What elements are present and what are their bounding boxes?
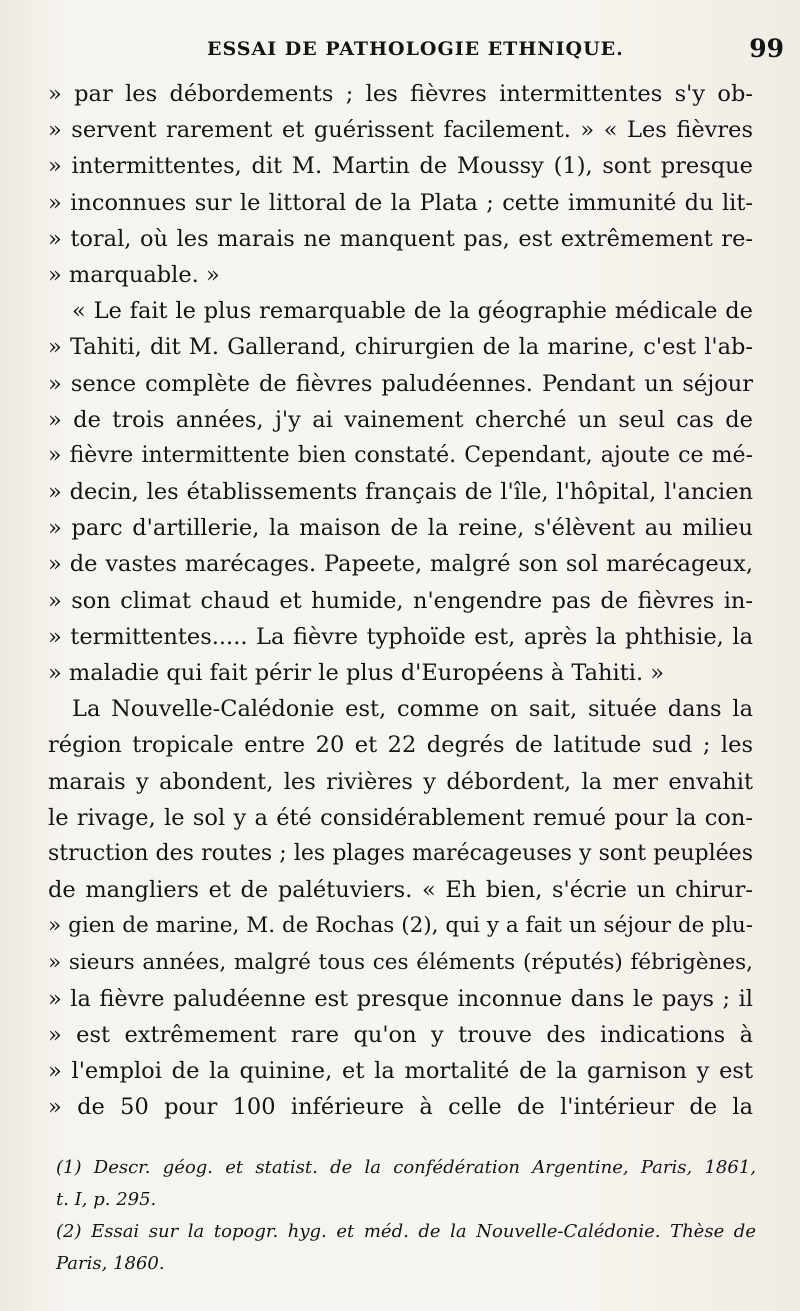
text-line: » toral, où les marais ne manquent pas, est extrêmement re- [48, 225, 753, 252]
text-line: » servent rarement et guérissent facilement. » « Les fièvres [48, 117, 753, 144]
text-line: » est extrêmement rare qu'on y trouve des indications à [48, 1021, 753, 1048]
text-line: » fièvre intermittente bien constaté. Cependant, ajoute ce mé- [48, 442, 753, 468]
footnote-line: (1) Descr. géog. et statist. de la confédération Argentine, Paris, 1861, [56, 1157, 756, 1178]
text-line: » decin, les établissements français de l'île, l'hôpital, l'ancien [48, 479, 753, 506]
text-line: » inconnues sur le littoral de la Plata ; cette immunité du lit- [48, 189, 753, 216]
text-line: » de trois années, j'y ai vainement cherché un seul cas de [48, 406, 753, 433]
body-text [48, 76, 753, 1125]
text-line: région tropicale entre 20 et 22 degrés de latitude sud ; les [48, 732, 753, 759]
text-line: » de vastes marécages. Papeete, malgré son sol marécageux, [48, 551, 753, 578]
text-line: » l'emploi de la quinine, et la mortalité de la garnison y est [48, 1058, 753, 1085]
page-header [52, 32, 784, 68]
text-line: » la fièvre paludéenne est presque inconnue dans le pays ; il [48, 985, 753, 1012]
text-line: La Nouvelle-Calédonie est, comme on sait, située dans la [72, 696, 753, 723]
text-line: » de 50 pour 100 inférieure à celle de l'intérieur de la [48, 1094, 753, 1121]
page-number: 99 [749, 34, 784, 63]
running-title: ESSAI DE PATHOLOGIE ETHNIQUE. [207, 38, 624, 60]
text-line: marais y abondent, les rivières y débordent, la mer envahit [48, 768, 753, 795]
footnote-line: t. I, p. 295. [56, 1189, 157, 1210]
text-line: struction des routes ; les plages marécageuses y sont peuplées [48, 840, 753, 866]
text-line: » parc d'artillerie, la maison de la reine, s'élèvent au milieu [48, 515, 753, 542]
text-line: le rivage, le sol y a été considérablement remué pour la con- [48, 804, 753, 831]
text-line: » marquable. » [48, 261, 220, 288]
footnote-line: Paris, 1860. [56, 1253, 165, 1274]
text-line: » sieurs années, malgré tous ces éléments (réputés) fébrigènes, [48, 949, 753, 975]
footnote-line: (2) Essai sur la topogr. hyg. et méd. de la Nouvelle-Calédonie. Thèse de [56, 1221, 756, 1242]
text-line: » intermittentes, dit M. Martin de Moussy (1), sont presque [48, 153, 753, 180]
text-line: » son climat chaud et humide, n'engendre pas de fièvres in- [48, 587, 753, 614]
text-line: » maladie qui fait périr le plus d'Européens à Tahiti. » [48, 660, 665, 686]
text-line: » termittentes..... La fièvre typhoïde est, après la phthisie, la [48, 623, 753, 650]
text-line: » par les débordements ; les fièvres intermittentes s'y ob- [48, 81, 753, 107]
text-line: » gien de marine, M. de Rochas (2), qui y a fait un séjour de plu- [48, 913, 753, 939]
text-line: de mangliers et de palétuviers. « Eh bien, s'écrie un chirur- [48, 877, 753, 904]
text-line: « Le fait le plus remarquable de la géographie médicale de [72, 298, 753, 325]
footnotes [56, 1152, 756, 1280]
text-line: » Tahiti, dit M. Gallerand, chirurgien de la marine, c'est l'ab- [48, 334, 753, 361]
text-line: » sence complète de fièvres paludéennes. Pendant un séjour [48, 370, 753, 397]
